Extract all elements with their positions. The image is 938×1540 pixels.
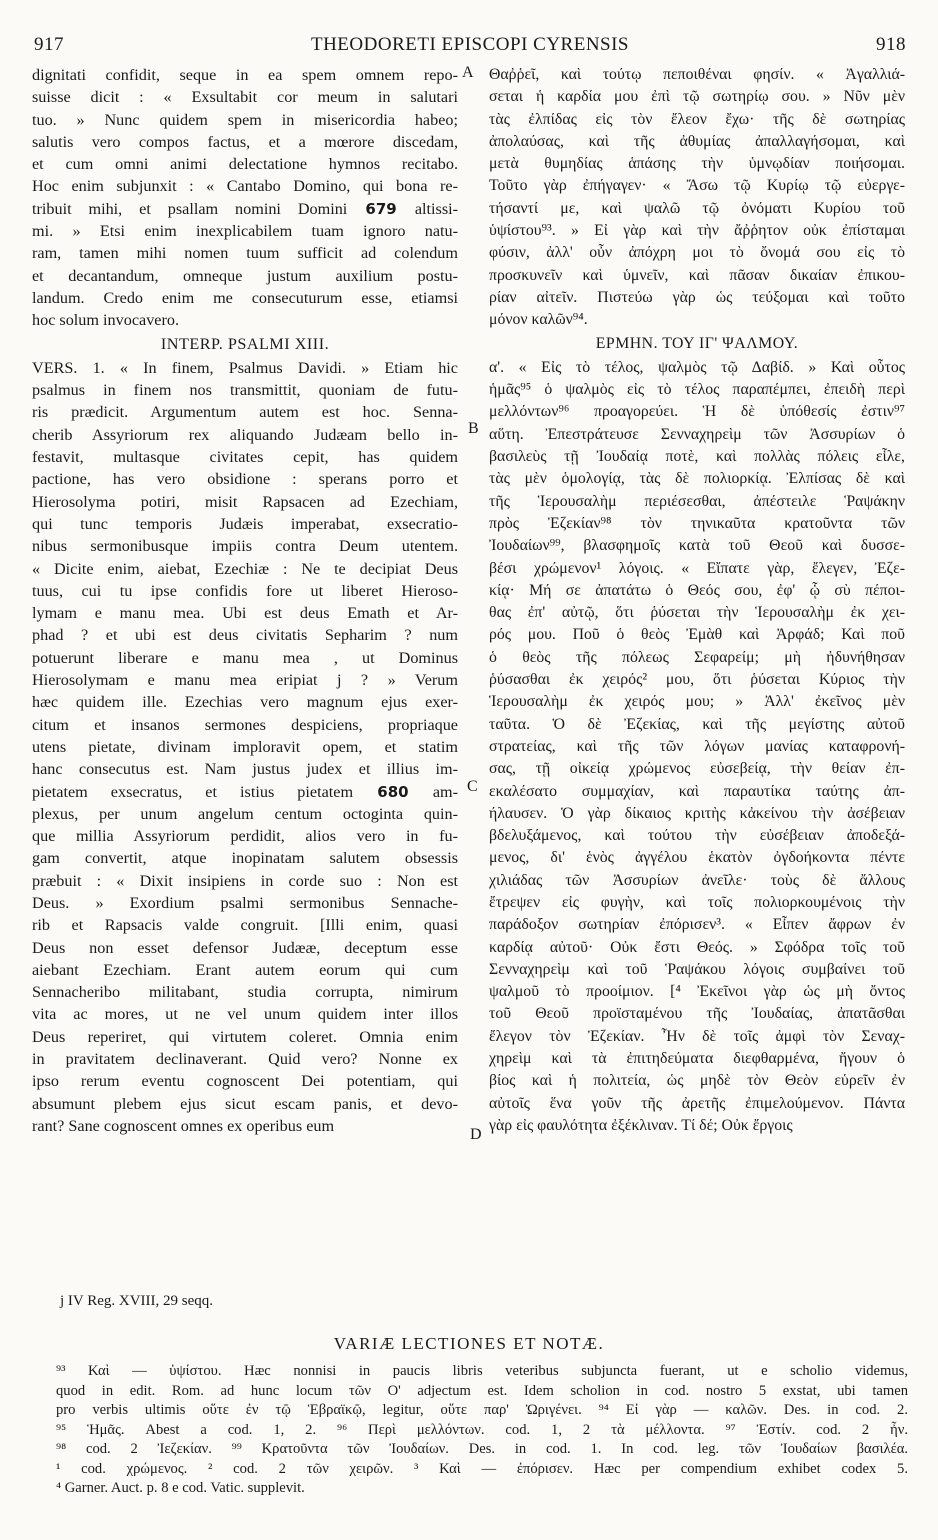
note-line: ⁹⁸ cod. 2 Ἰεζεκίαν. ⁹⁹ Κρατοῦντα τῶν Ἰουδαίων. Des. in cod. 1. In cod. leg. τῶν Ἰουδαίων βασιλέα. (56, 1441, 908, 1457)
text-line: aiebant Ezechiam. Erant autem eorum qui cum (32, 960, 458, 979)
text-line: στρατείας, καὶ τῆς τῶν λόγων μανίας καταφρονή- (489, 737, 905, 755)
text-line: lymam e manu mea. Ubi est deus Emath et Ar- (32, 604, 458, 623)
text-line: rant? Sane cognoscent omnes ex operibus eum (32, 1116, 335, 1135)
text-line: τοῦ Θεοῦ προϊσταμένου τῆς Ἰουδαίας, ἀπατᾶσθαι (489, 1005, 905, 1023)
text-line: plexus, per unum angelum centum octoginta quin- (32, 804, 458, 823)
text-line: α'. « Εἰς τὸ τέλος, ψαλμὸς τῷ Δαβίδ. » Καὶ οὗτος (489, 358, 905, 376)
margin-marker-d: D (470, 1126, 482, 1143)
text-line: pietatem exsecratus, et istius pietatem 680 am- (32, 782, 458, 801)
text-line: μετὰ θυμηδίας ἁπάσης τὴν ὑμνῳδίαν ποιήσομαι. (489, 155, 905, 173)
text-line: pactione, has vero obsidione : sperans porro et (32, 470, 458, 489)
page-number-left: 917 (34, 34, 64, 55)
text-line: tribuit mihi, et psallam nomini Domini 679 altissi- (32, 199, 459, 218)
page-header (34, 34, 906, 58)
text-line: et cum omni animi delectatione hymnos recitabo. (32, 155, 458, 174)
text-line: in pravitatem declinaverant. Quid vero? Nonne ex (32, 1050, 458, 1069)
text-line: hæc quidem ille. Ezechias vero magnum ejus exer- (32, 693, 458, 712)
latin-body (32, 357, 458, 1137)
text-line: παράδοξον σωτηρίαν ἐπόρισεν³. « Εἶπεν ἄφρων ἐν (489, 916, 905, 934)
text-line: ram, tamen mihi nomen tuum sufficit ad colendum (32, 244, 458, 263)
text-line: tuus, cui tu ipse confidis fore ut liberet Hieroso- (32, 581, 458, 600)
text-line: χηρεὶμ καὶ τὰ ἐπιτηδεύματα διεφθαρμένα, ἤγουν ὁ (489, 1050, 905, 1068)
note-line: pro verbis ultimis οὕτε ἐν τῷ Ἑβραϊκῷ, legitur, οὕτε παρ' Ὠριγένει. ⁹⁴ Εἰ γὰρ — καλῶν. Des. in cod. 2. (56, 1402, 908, 1418)
text-line: κίᾳ· Μή σε ἀπατάτω ὁ Θεός σου, ἐφ' ᾧ σὺ πέποι- (489, 581, 905, 599)
text-line: βδελυξάμενος, καὶ τούτου τὴν εὐσέβειαν ἀποδεξά- (489, 827, 905, 845)
text-line: πρὸς Ἐζεκίαν⁹⁸ τὸν τηνικαῦτα κρατοῦντα τῶν (489, 514, 905, 532)
text-line: προσκυνεῖν καὶ ὑμνεῖν, καὶ πᾶσαν δικαίαν ἐπικου- (489, 266, 905, 284)
column-number-marker: 679 (347, 199, 415, 218)
text-line: VERS. 1. « In finem, Psalmus Davidi. » Etiam hic (32, 358, 458, 377)
note-line: ¹ cod. χρώμενος. ² cod. 2 τῶν χειρῶν. ³ Καὶ — ἐπόρισεν. Hæc per compendium exhibet codex 5. (56, 1460, 908, 1477)
text-line: ήλαυσεν. Ὁ γὰρ δίκαιος κριτὴς κἀκείνου τὴν ἀσέβειαν (489, 804, 905, 822)
text-line: præbuit : « Dixit insipiens in corde suo : Non est (32, 871, 458, 890)
text-line: βέσι χρώμενον¹ λόγοις. « Εἴπατε γὰρ, ἔλεγεν, Ἐζε- (489, 559, 905, 577)
text-line: mi. » Etsi enim inexplicabilem tuam ignoro natu- (32, 222, 458, 241)
latin-footnote: j IV Reg. XVIII, 29 seqq. (60, 1293, 214, 1309)
text-line: nibus sermonibusque impiis contra Deum utentem. (32, 537, 458, 556)
text-line: Deus non esset defensor Judææ, deceptum esse (32, 938, 458, 957)
text-line: Deus reperiret, qui virtutem coleret. Omnia enim (32, 1027, 458, 1046)
note-line: ⁹³ Καὶ — ὑψίστου. Hæc nonnisi in paucis libris veteribus subjuncta fuerant, ut e scholio videmus, (56, 1363, 908, 1379)
text-line: σεται ἡ καρδία μου ἐπὶ τῷ σωτηρίῳ σου. » Νῦν μὲν (489, 88, 905, 106)
text-line: rib et Rapsacis valde congruit. [Illi enim, quasi (32, 916, 458, 935)
text-line: ταῦτα. Ὁ δὲ Ἐζεκίας, καὶ τῆς μεγίστης αὐτοῦ (489, 715, 905, 733)
text-line: τῆς Ἱερουσαλὴμ περιέσεσθαι, ἀπέστειλε Ῥαψάκην (489, 492, 905, 510)
text-line: Hoc enim subjunxit : « Cantabo Domino, qui bona re- (32, 177, 458, 196)
note-line: ⁹⁵ Ἡμᾶς. Abest a cod. 1, 2. ⁹⁶ Περὶ μελλόντων. cod. 1, 2 τὰ μέλλοντα. ⁹⁷ Ἐστίν. cod. 2 ἦν. (56, 1421, 908, 1438)
text-line: ρίαν αἰτεῖν. Πιστεύω γὰρ ὡς τεύξομαι καὶ τοῦτο (489, 288, 905, 306)
text-line: εκαλέσατο συμμαχίαν, καὶ παραυτίκα ταύτης ἀπ- (489, 782, 905, 800)
text-line: suisse dicit : « Exsultabit cor meum in salutari (32, 88, 458, 107)
running-title: THEODORETI EPISCOPI CYRENSIS (310, 34, 630, 55)
latin-column (32, 64, 458, 1137)
note-line: ⁴ Garner. Auct. p. 8 e cod. Vatic. supplevit. (56, 1480, 305, 1496)
text-line: καρδίᾳ αὐτοῦ· Οὐκ ἔστι Θεός. » Σφόδρα τοῖς τοῦ (489, 938, 905, 956)
text-line: Hierosolymam e manu mea eripiat j ? » Verum (32, 671, 458, 690)
text-line: Deus. » Exordium psalmi sermonibus Sennache- (32, 893, 458, 912)
text-line: ἡμᾶς⁹⁵ ὁ ψαλμὸς εἰς τὸ τέλος παραπέμπει, ἐπειδὴ περὶ (489, 381, 905, 399)
text-line: dignitati confidit, seque in ea spem omnem repo- (32, 66, 458, 84)
text-line: hoc solum invocavero. (32, 311, 179, 330)
text-line: μελλόντων⁹⁶ προαγορεύει. Ἡ δὲ ὑπόθεσίς ἐστιν⁹⁷ (489, 403, 905, 421)
text-line: Sennacheribo militabant, studia corrupta, nimirum (32, 983, 458, 1002)
text-line: τὰς ἐλπίδας εἰς τὸν ἔλεον ἔχω· τῆς δὲ σωτηρίας (489, 110, 905, 128)
text-line: αὕτη. Ἐπεστράτευσε Σενναχηρεὶμ τῶν Ἀσσυρίων ὁ (489, 425, 905, 443)
notes-title: VARIÆ LECTIONES ET NOTÆ. (333, 1334, 605, 1353)
text-line: qui tunc temporis Judæis imperabat, exsecratio- (32, 514, 458, 533)
text-line: landum. Credo enim me consecuturum esse, etiamsi (32, 288, 458, 307)
text-line: ῥύσασθαι ἐκ χειρός² μου, ὅτι ῥύσεται Κύριος τὴν (489, 671, 905, 689)
text-line: θας ἐπ' αὐτῷ, ὅτι ῥύσεται τὴν Ἱερουσαλὴμ ἐκ χει- (489, 604, 905, 622)
text-line: μενος, δι' ἑνὸς ἀγγέλου ἑκατὸν ὀγδοήκοντα πέντε (489, 849, 905, 867)
text-line: τήσαντί με, καὶ ψαλῶ τῷ ὀνόματι Κυρίου τοῦ (489, 199, 905, 217)
text-line: βασιλεὺς τῇ Ἰουδαίᾳ ποτὲ, καὶ πολλὰς πόλεις εἷλε, (489, 448, 905, 466)
text-line: γὰρ εἰς φαυλότητα ἐξέκλιναν. Τί δέ; Οὐκ ἔργοις (489, 1116, 793, 1134)
greek-top-paragraph (489, 64, 905, 332)
column-number-marker: 680 (353, 782, 433, 801)
text-line: αὐτοῖς ἕνα γοῦν τῆς ἀρετῆς ἐπιμελούμενον. Πάντα (489, 1094, 905, 1112)
latin-top-paragraph (32, 64, 458, 332)
text-line: σας, τῇ οἰκείᾳ χρώμενος εὐσεβείᾳ, τὴν θείαν ἐπ- (489, 760, 905, 778)
greek-column (489, 64, 905, 1137)
margin-marker-c: C (467, 778, 478, 795)
text-line: ρός μου. Ποῦ ὁ θεὸς Ἐμὰθ καὶ Ἀρφάδ; Καὶ ποῦ (489, 626, 905, 644)
text-line: Hierosolyma potiri, misit Rapsacen ad Ezechiam, (32, 492, 458, 511)
greek-heading: ΕΡΜΗΝ. ΤΟΥ ΙΓ' ΨΑΛΜΟΥ. (595, 334, 799, 352)
notes-block (56, 1362, 908, 1499)
text-line: φύσιν, ἀλλ' οὖν ἀπόχρη μοι τὸ ὄνομά σου εἰς τὸ (489, 244, 905, 262)
text-line: ἔτρεψεν εἰς φυγὴν, καὶ τοῖς πολιορκουμένοις τὴν (489, 893, 905, 911)
text-line: ὑψίστου⁹³. » Εἰ γὰρ καὶ τὴν ἄῤῥητον οὐκ ἐπίσταμαι (489, 222, 905, 240)
margin-marker-b: B (468, 420, 479, 437)
text-line: Ἰουδαίων⁹⁹, βλασφημοῖς κατὰ τοῦ Θεοῦ καὶ δυσσε- (489, 537, 905, 555)
text-line: ὁ θεὸς τῆς πόλεως Σεφαρείμ; μὴ ἠδυνήθησαν (489, 648, 905, 666)
text-line: psalmus in finem nos transmittit, quoniam de futu- (32, 381, 458, 400)
text-line: utens pietate, divinam imploravit opem, et statim (32, 737, 458, 756)
greek-body (489, 357, 905, 1137)
text-line: tuo. » Nunc quidem spem in misericordia habeo; (32, 110, 458, 129)
text-line: χιλιάδας τῶν Ἀσσυρίων ἀνεῖλε· τοὺς δὲ ἄλλους (489, 871, 905, 889)
text-line: hanc consecutus est. Nam justus judex et illius im- (32, 760, 458, 779)
text-line: que millia Assyriorum perdidit, alios vero in fu- (32, 827, 458, 846)
text-line: festavit, multasque civitates cepit, has quidem (32, 448, 458, 467)
text-line: citum et insanos sermones despiciens, propriaque (32, 715, 458, 734)
text-line: Σενναχηρεὶμ καὶ τοῦ Ῥαψάκου λόγοις συμβαίνει τοῦ (489, 960, 905, 978)
text-line: ipso rerum eventu cognoscent Dei potentiam, qui (32, 1072, 458, 1091)
text-line: phad ? et ubi est deus civitatis Sepharim ? num (32, 626, 458, 645)
text-line: ἀπολαύσας, καὶ τῆς ἀθυμίας ἀπαλλαγήσομαι, καὶ (489, 132, 905, 150)
text-line: Ἱερουσαλὴμ ἐκ χειρός μου; » Ἀλλ' ἐκεῖνος μὲν (489, 693, 905, 711)
text-line: μόνον καλῶν⁹⁴. (489, 311, 588, 329)
text-line: gam convertit, atque inopinatam salutem obsessis (32, 849, 458, 868)
text-line: salutis vero compos factus, et a mœrore discedam, (32, 132, 458, 151)
text-line: absumunt plebem ejus sicut escam panis, et devo- (32, 1094, 458, 1113)
text-line: ψαλμοῦ τὸ προοίμιον. [⁴ Ἐκεῖνοι γὰρ ὡς μὴ ὄντος (489, 983, 905, 1001)
margin-marker-a: A (462, 64, 474, 81)
text-line: cherib Assyriorum rex aliquando Judæam bello in- (32, 425, 458, 444)
text-line: τὰς μὲν ὁμολογίᾳ, τὰς δὲ πολιορκίᾳ. Ἐλπίσας δὲ καὶ (489, 470, 905, 488)
page-number-right: 918 (876, 34, 906, 55)
text-line: ἔλεγον τὸν Ἐζεκίαν. Ἦν δὲ τοῖς ἀμφὶ τὸν Σεναχ- (489, 1027, 905, 1045)
text-line: potuerunt liberare e manu mea , ut Dominus (32, 648, 458, 667)
latin-heading: INTERP. PSALMI XIII. (160, 334, 330, 353)
text-line: vita ac mores, ut ne vel unum quidem inter illos (32, 1005, 458, 1024)
text-line: Τοῦτο γὰρ ἐπήγαγεν· « Ἄσω τῷ Κυρίῳ τῷ εὐεργε- (489, 177, 905, 195)
text-line: ris prædicit. Argumentum autem est hoc. Senna- (32, 403, 458, 422)
text-line: Θαῤῥεῖ, καὶ τούτῳ πεποιθέναι φησίν. « Ἀγαλλιά- (489, 66, 905, 83)
text-line: et decantandum, omneque justum auxilium postu- (32, 266, 458, 285)
note-line: quod in edit. Rom. ad hunc locum τῶν Ο' adjectum est. Idem scholion in cod. nostro 5 exstat, ubi tamen (56, 1382, 908, 1399)
text-line: « Dicite enim, aiebat, Ezechiæ : Ne te decipiat Deus (32, 559, 458, 578)
text-line: βίος καὶ ἡ πολιτεία, ὡς μηδὲ τὸν Θεὸν εὑρεῖν ἐν (489, 1072, 905, 1090)
